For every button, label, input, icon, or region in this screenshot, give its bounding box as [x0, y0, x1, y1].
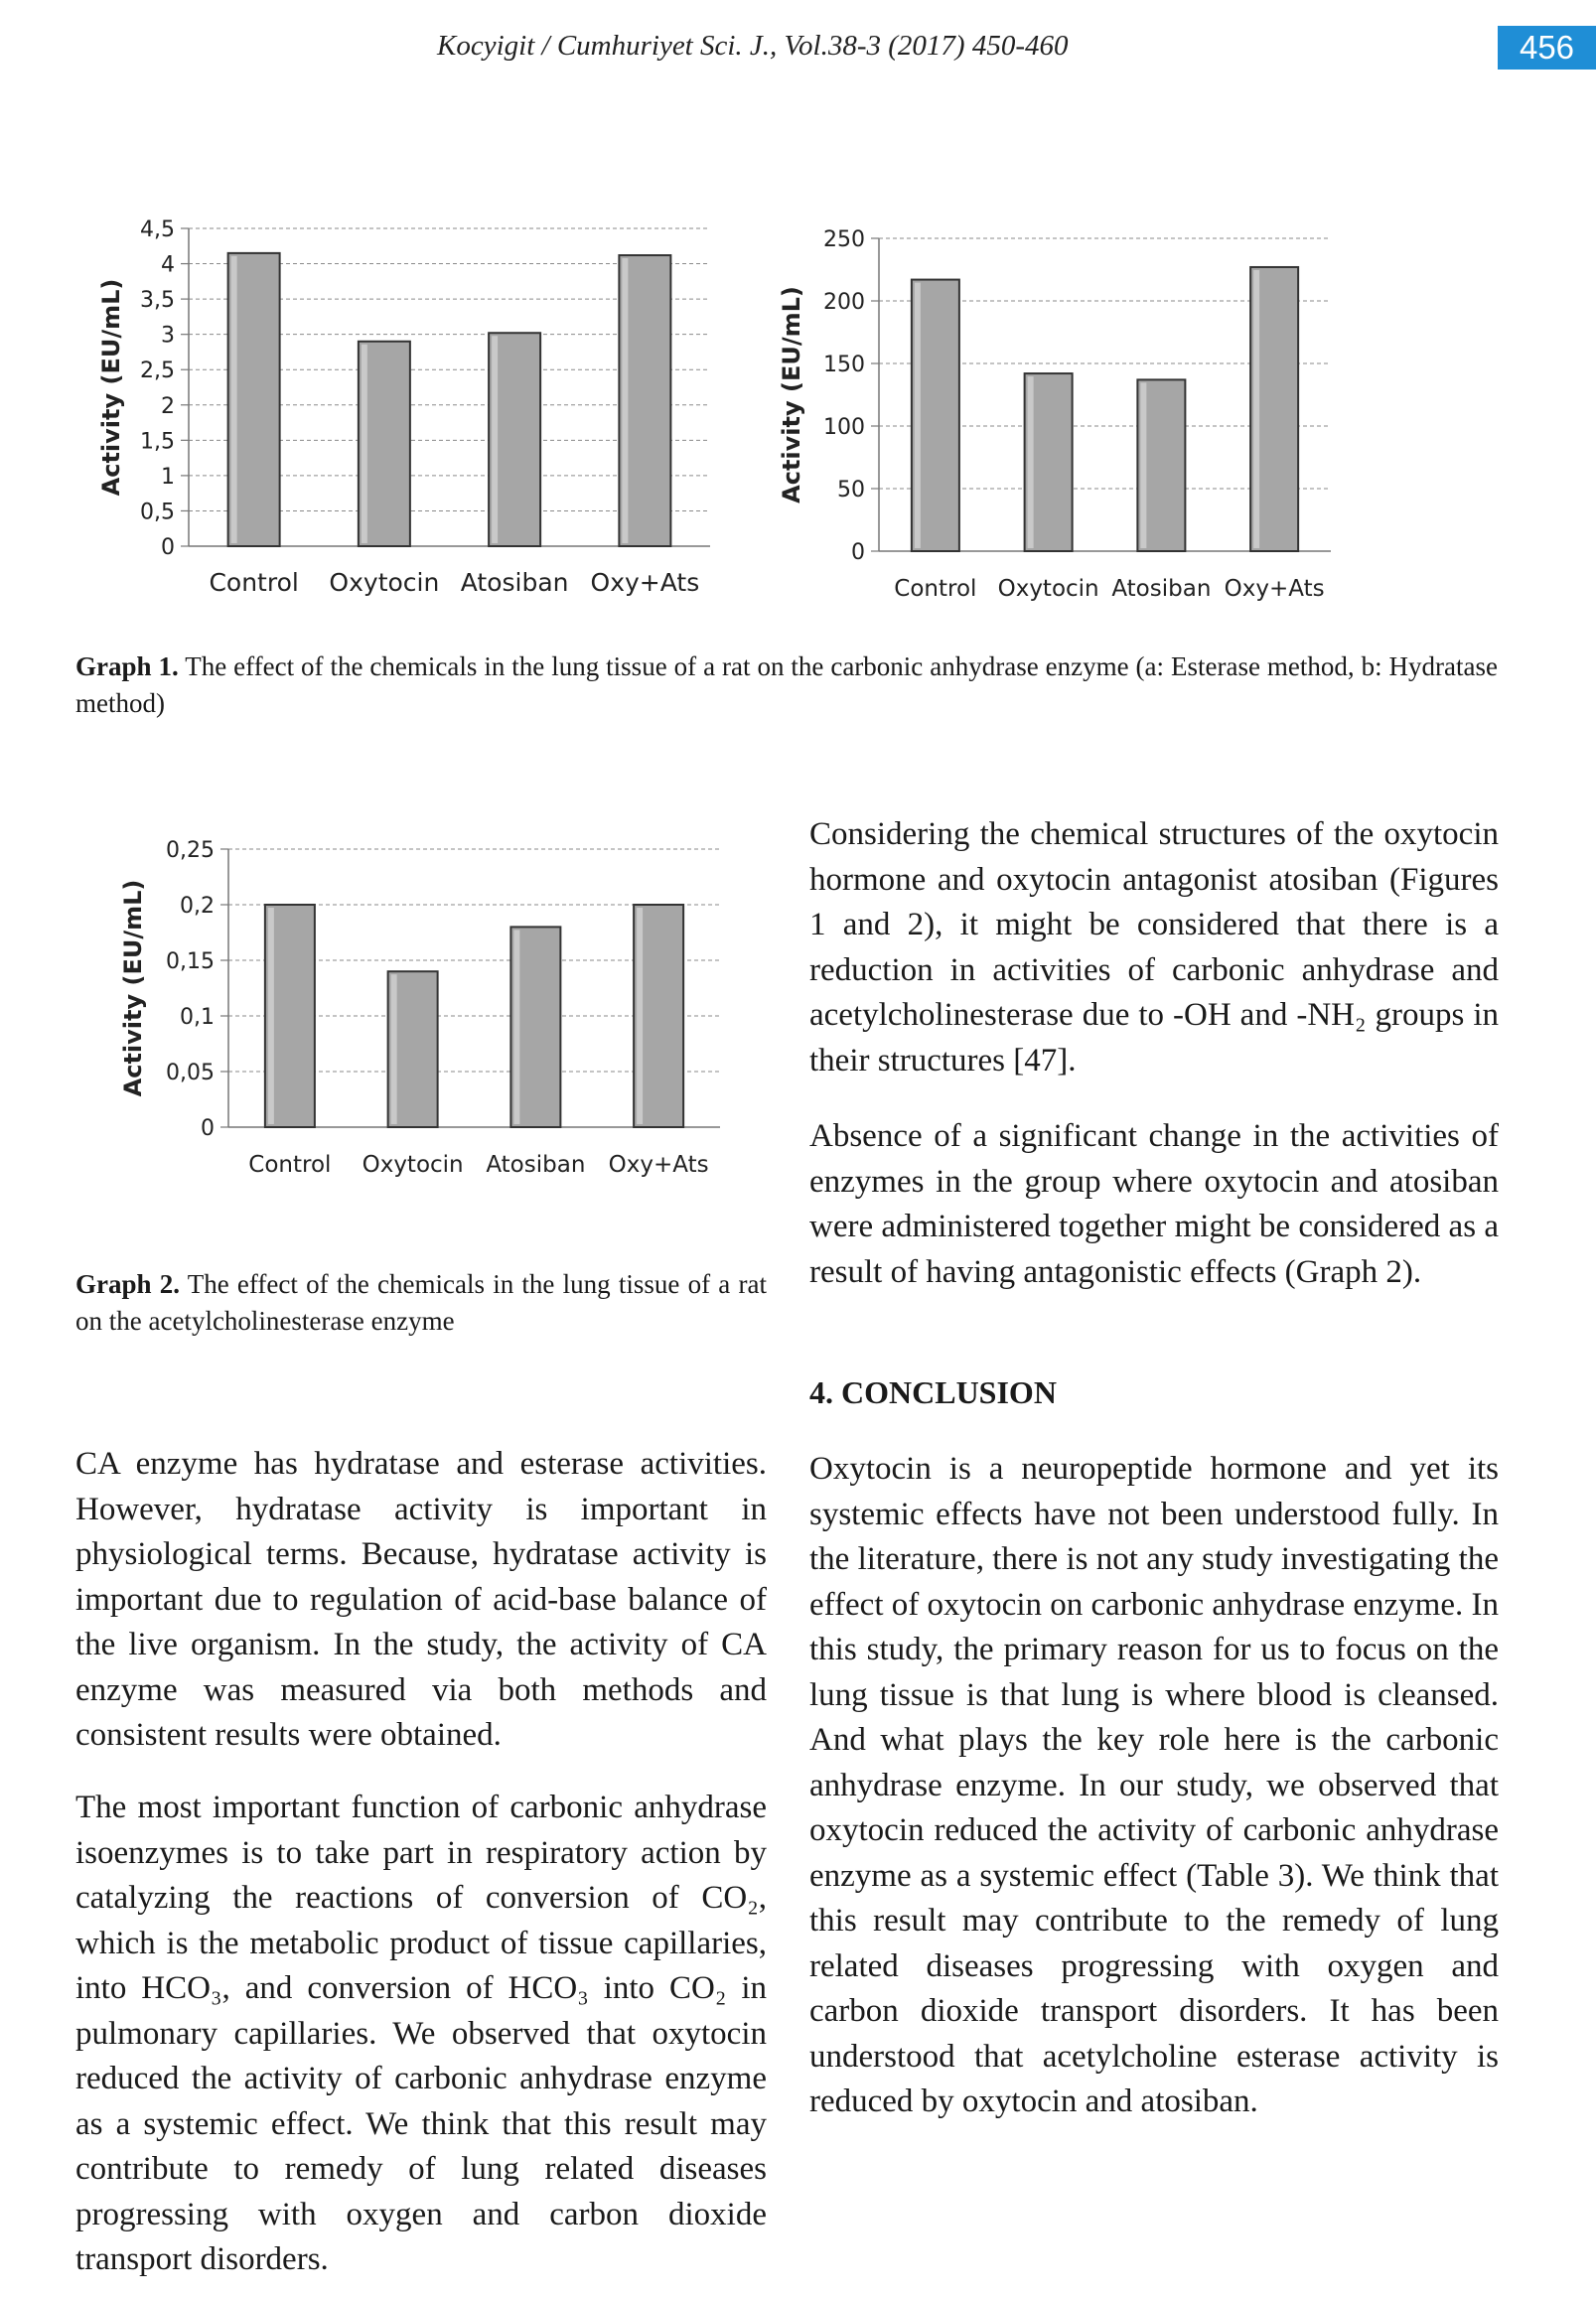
left-paragraph-ca-activities: CA enzyme has hydratase and esterase activities. However, hydratase activity is important in physiological terms. Because, hydratase activity is important due to regulation of acid-base balance of the live organism. In the study, the activity of CA enzyme was measured via both methods and consistent results were obtained. — [75, 1446, 767, 1753]
x-category-label: Control — [894, 576, 977, 602]
y-axis-label: Activity (EU/mL) — [119, 879, 147, 1097]
journal-citation: Kocyigit / Cumhuriyet Sci. J., Vol.38-3 (2017) 450-460 — [437, 30, 1069, 62]
y-tick-label: 3,5 — [140, 288, 175, 314]
chart-svg — [775, 214, 1351, 621]
page-header — [0, 26, 1596, 70]
bar-highlight — [1140, 382, 1146, 548]
bar-highlight — [622, 258, 628, 543]
x-category-label: Atosiban — [460, 568, 569, 597]
y-tick-label: 0 — [851, 540, 865, 565]
graph1-caption-text: The effect of the chemicals in the lung tissue of a rat on the carbonic anhydrase enzyme (a: Esterase method, b: Hydratase method) — [75, 651, 1498, 718]
x-category-label: Control — [248, 1152, 332, 1178]
y-tick-label: 1,5 — [140, 429, 175, 455]
y-tick-label: 150 — [823, 353, 865, 377]
y-axis-label: Activity (EU/mL) — [97, 278, 125, 497]
conclusion-paragraph: Oxytocin is a neuropeptide hormone and yet its systemic effects have not been understood fully. In the literature, there is not any study investigating the effect of oxytocin on carbonic anhydrase enzyme. In this study, the primary reason for us to focus on the lung tissue is that lung is where blood is cleansed. And what plays the key role here is the carbonic anhydrase enzyme. In our study, we observed that oxytocin reduced the activity of carbonic anhydrase enzyme as a systemic effect (Table 3). We think that this result may contribute to the remedy of lung related diseases progressing with oxygen and carbon dioxide transport disorders. It has been understood that acetylcholine esterase activity is reduced by oxytocin and atosiban. — [809, 1451, 1499, 2119]
bar-highlight — [1253, 270, 1259, 548]
chart-svg — [94, 204, 730, 621]
y-tick-label: 0 — [161, 535, 175, 560]
y-tick-label: 1 — [161, 464, 175, 490]
y-tick-label: 0,25 — [166, 838, 215, 863]
bar-highlight — [391, 974, 397, 1124]
y-tick-label: 0,5 — [140, 500, 175, 525]
x-category-label: Atosiban — [1111, 576, 1212, 602]
bar-highlight — [492, 336, 498, 543]
y-tick-label: 4 — [161, 252, 175, 278]
y-tick-label: 2 — [161, 393, 175, 419]
y-axis-label: Activity (EU/mL) — [778, 286, 805, 503]
y-tick-label: 0,05 — [166, 1061, 215, 1085]
y-tick-label: 2,5 — [140, 359, 175, 384]
x-category-label: Control — [209, 568, 299, 597]
conclusion-heading: 4. CONCLUSION — [809, 1374, 1057, 1410]
y-tick-label: 0,15 — [166, 949, 215, 974]
graph1a-bar-chart — [94, 204, 730, 621]
y-tick-label: 0,1 — [180, 1005, 215, 1030]
y-tick-label: 250 — [823, 227, 865, 252]
y-tick-label: 3 — [161, 323, 175, 349]
x-category-label: Oxytocin — [362, 1152, 464, 1178]
graph2-caption — [75, 1266, 767, 1340]
graph2-bar-chart — [114, 829, 730, 1187]
bar-highlight — [1028, 376, 1034, 548]
left-paragraph-isoenzyme-function: The most important function of carbonic anhydrase isoenzymes is to take part in respiratory action by catalyzing the reactions of conversion of CO₂, which is the metabolic product of tissue capillaries, into HCO₃, and conversion of HCO₃ into CO₂ in pulmonary capillaries. We observed that oxytocin reduced the activity of carbonic anhydrase enzyme as a systemic effect. We think that this result may contribute to remedy of lung related diseases progressing with oxygen and carbon dioxide transport disorders. — [75, 1790, 767, 2277]
y-tick-label: 0 — [201, 1116, 215, 1141]
x-category-label: Oxy+Ats — [608, 1152, 709, 1178]
page-number-badge: 456 — [1498, 26, 1596, 70]
bar-highlight — [268, 908, 274, 1124]
right-paragraph-chemical-structures: Considering the chemical structures of the oxytocin hormone and oxytocin antagonist atosiban (Figures 1 and 2), it might be considered that there is a reduction in activities of carbonic anhydrase and acetylcholinesterase due to -OH and -NH₂ groups in their structures [47]. — [809, 816, 1499, 1078]
bar-highlight — [362, 345, 367, 543]
y-tick-label: 50 — [837, 478, 865, 503]
bar-highlight — [915, 283, 921, 548]
graph2-caption-text: The effect of the chemicals in the lung tissue of a rat on the acetylcholinesterase enzyme — [75, 1269, 767, 1336]
bar-highlight — [231, 256, 237, 543]
bar-highlight — [637, 908, 643, 1124]
bar-highlight — [513, 930, 519, 1124]
graph1-caption-label: Graph 1. — [75, 651, 179, 681]
y-tick-label: 0,2 — [180, 894, 215, 919]
x-category-label: Oxy+Ats — [1224, 576, 1325, 602]
x-category-label: Atosiban — [486, 1152, 586, 1178]
graph2-caption-label: Graph 2. — [75, 1269, 180, 1299]
right-paragraph-antagonistic-effects: Absence of a significant change in the activities of enzymes in the group where oxytocin and atosiban were administered together might be considered as a result of having antagonistic effects (Graph 2). — [809, 1118, 1499, 1290]
y-tick-label: 100 — [823, 415, 865, 440]
x-category-label: Oxy+Ats — [590, 568, 700, 597]
x-category-label: Oxytocin — [997, 576, 1099, 602]
graph1b-bar-chart — [775, 214, 1351, 621]
chart-svg — [114, 829, 730, 1187]
graph1-caption — [75, 648, 1498, 722]
y-tick-label: 200 — [823, 290, 865, 315]
x-category-label: Oxytocin — [329, 568, 440, 597]
y-tick-label: 4,5 — [140, 217, 175, 242]
